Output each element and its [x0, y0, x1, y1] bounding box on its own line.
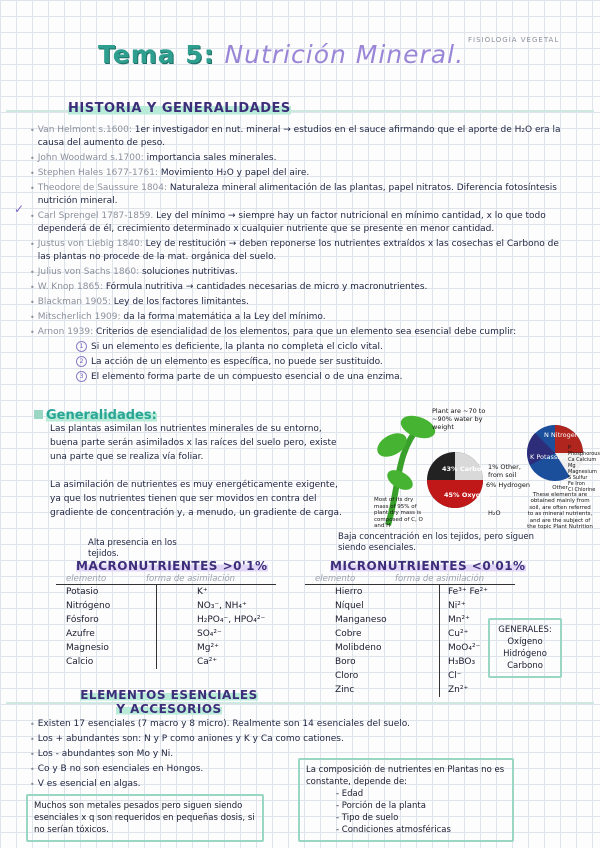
history-list: [30, 124, 570, 386]
history-item: • W. Knop 1865: Fórmula nutritiva → cantidades necesarias de micro y macronutrientes.: [30, 282, 428, 292]
figure-caption: Other These elements are obtained mainly from soil, are often referred to as mineral nutrients, and are the subject of the topic Plant Nutrition: [527, 485, 593, 530]
micro-table: [305, 574, 515, 697]
history-item: • Julius von Sachs 1860: soluciones nutritivas.: [30, 267, 238, 277]
micro-table-header: elemento forma de asimilación: [305, 574, 515, 585]
general-elements-box: GENERALES: Oxígeno Hidrógeno Carbono: [488, 618, 562, 678]
section-heading-historia: HISTORIA Y GENERALIDADES: [68, 101, 291, 116]
hydrogen-label: 6% Hydrogen: [486, 481, 530, 489]
history-item: • Theodore de Saussure 1804: Naturaleza mineral alimentación de las plantas, papel nitratos. Diferencia fotosíntesis nutrición mineral.: [30, 183, 557, 206]
composition-note: La composición de nutrientes en Plantas no es constante, depende de: - Edad - Porción de la planta - Tipo de suelo - Condiciones atmosféricas: [298, 758, 514, 842]
section-heading-generalidades: Generalidades:: [34, 404, 157, 423]
list-item: • Los + abundantes son: N y P como aniones y K y Ca como cationes.: [30, 734, 344, 744]
criteria-item: 1 Si un elemento es deficiente, la planta no completa el ciclo vital.: [76, 341, 570, 354]
air-note: Most of its dry mass of 95% of plant dry mass is composed of C, O and H: [374, 497, 423, 529]
page-title: [98, 40, 464, 69]
list-item: • Co y B no son esenciales en Hongos.: [30, 764, 204, 774]
title-topic: Nutrición Mineral.: [224, 40, 465, 69]
macro-forms-column: K⁺ NO₃⁻, NH₄⁺ H₂PO₄⁻, HPO₄²⁻ SO₄²⁻ Mg²⁺ Ca²⁺: [197, 587, 266, 667]
title-number: Tema 5:: [98, 40, 215, 69]
water-note: Plant are ~70 to ~90% water by weight: [432, 407, 486, 431]
micro-note: Baja concentración en los tejidos, pero siguen siendo esenciales.: [338, 532, 534, 553]
oxygen-label: 45% Oxygen: [444, 491, 490, 499]
generalidades-paragraph-1: Las plantas asimilan los nutrientes minerales de su entorno, buena parte serán asimilados x las raíces del suelo pero, existe una parte que se realiza vía foliar.: [50, 424, 337, 462]
heavy-metals-note: Muchos son metales pesados pero siguen siendo esenciales x q son requeridos en pequeñas dosis, si no serían tóxicos.: [26, 794, 264, 842]
carbon-label: 43% Carbon: [442, 465, 486, 473]
history-item: • Van Helmont s.1600: 1er investigador en nut. mineral → estudios en el sauce afirmando que el aporte de H₂O era la causa del aumento de peso.: [30, 125, 561, 148]
bullet-square-icon: [34, 410, 43, 419]
micro-elements-column: Hierro Níquel Manganeso Cobre Molibdeno Boro Cloro Zinc: [305, 585, 440, 697]
section-heading-esenciales: ELEMENTOS ESENCIALES Y ACCESORIOS: [80, 688, 258, 716]
history-item: • Arnon 1939: Criterios de esencialidad de los elementos, para que un elemento sea esencial debe cumplir:: [30, 327, 517, 337]
criteria-item: 2 La acción de un elemento es específica, no puede ser sustituido.: [76, 356, 570, 369]
micro-forms-column: Fe³⁺ Fe²⁺ Ni²⁺ Mn²⁺ Cu²⁺ MoO₄²⁻ H₃BO₃ Cl⁻ Zn²⁺: [448, 587, 489, 695]
micro-heading: MICRONUTRIENTES <0'01%: [330, 559, 526, 573]
history-item: • Mitscherlich 1909: da la forma matemática a la Ley del mínimo.: [30, 312, 326, 322]
water-label: H₂O: [488, 509, 501, 517]
minor-elements-label: P Phosphorous Ca Calcium Mg Magnesium S Sulfur Fe Iron Cl Chlorine: [568, 445, 600, 493]
list-item: • V es esencial en algas.: [30, 779, 141, 789]
check-mark-icon: ✓: [14, 202, 25, 216]
plant-composition-figure: [370, 405, 600, 533]
macro-note: Alta presencia en los tejidos.: [88, 538, 177, 559]
macro-heading: MACRONUTRIENTES >0'1%: [76, 559, 268, 573]
subject-tag: FISIOLOGÍA VEGETAL: [468, 36, 560, 44]
macro-elements-column: Potasio Nitrógeno Fósforo Azufre Magnesio Calcio: [56, 585, 157, 669]
history-item: • Justus von Liebig 1840: Ley de restitución → deben reponerse los nutrientes extraídos x las cosechas el Carbono de las plantas no procede de la mat. orgánica del suelo.: [30, 239, 559, 262]
other-label: 1% Other, from soil: [488, 463, 521, 479]
list-item: • Los - abundantes son Mo y Ni.: [30, 749, 174, 759]
generalidades-paragraph-2: La asimilación de nutrientes es muy energéticamente exigente, ya que los nutrientes tienen que ser movidos en contra del gradiente de concentración y, a menudo, un gradiente de carga.: [50, 480, 342, 518]
list-item: • Existen 17 esenciales (7 macro y 8 micro). Realmente son 14 esenciales del suelo.: [30, 719, 410, 729]
history-item: • Stephen Hales 1677-1761: Movimiento H₂O y papel del aire.: [30, 168, 310, 178]
history-item: • Carl Sprengel 1787-1859. Ley del mínimo → siempre hay un factor nutricional en mínimo cantidad, x lo que todo dependerá de él, crecimiento determinado x cualquier nutriente que se presente en menor cantidad.: [30, 211, 546, 234]
history-item: • Blackman 1905: Ley de los factores limitantes.: [30, 297, 249, 307]
macro-table-header: elemento forma de asimilación: [56, 574, 276, 585]
criteria-item: 3 El elemento forma parte de un compuesto esencial o de una enzima.: [76, 371, 570, 384]
criteria-list: [30, 341, 570, 384]
potassium-label: K Potassium: [530, 453, 570, 461]
history-item: • John Woodward s.1700: importancia sales minerales.: [30, 153, 277, 163]
macro-table: [56, 574, 276, 669]
nitrogen-label: N Nitrogen: [544, 431, 579, 439]
